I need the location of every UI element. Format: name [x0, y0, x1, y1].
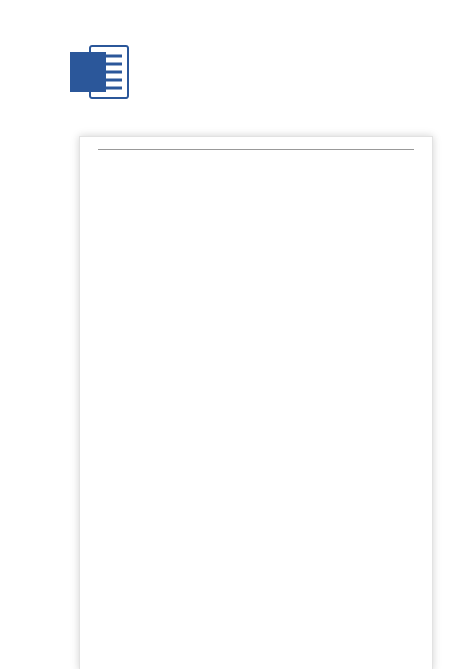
header-rule — [98, 149, 414, 150]
question-text — [98, 250, 422, 258]
options-row — [98, 185, 422, 193]
question-text — [98, 290, 422, 298]
options-row — [98, 201, 422, 209]
options-row — [98, 315, 422, 323]
options-row — [98, 274, 422, 282]
options-row — [98, 299, 422, 307]
options-row — [98, 331, 422, 339]
question-text — [98, 209, 422, 217]
question-text — [98, 226, 422, 234]
question-text — [98, 177, 422, 185]
section-heading — [98, 169, 422, 177]
options-row — [98, 218, 422, 226]
question-text — [98, 339, 422, 347]
word-document-icon — [68, 42, 130, 102]
question-text — [98, 323, 422, 331]
options-row — [98, 234, 422, 242]
document-body — [98, 169, 422, 355]
options-row — [98, 242, 422, 250]
document-preview — [79, 136, 433, 669]
options-row — [98, 282, 422, 290]
question-text — [98, 193, 422, 201]
question-text — [98, 347, 422, 355]
bottom-fade — [80, 630, 432, 669]
options-row — [98, 258, 422, 266]
question-text — [98, 307, 422, 315]
question-text — [98, 266, 422, 274]
